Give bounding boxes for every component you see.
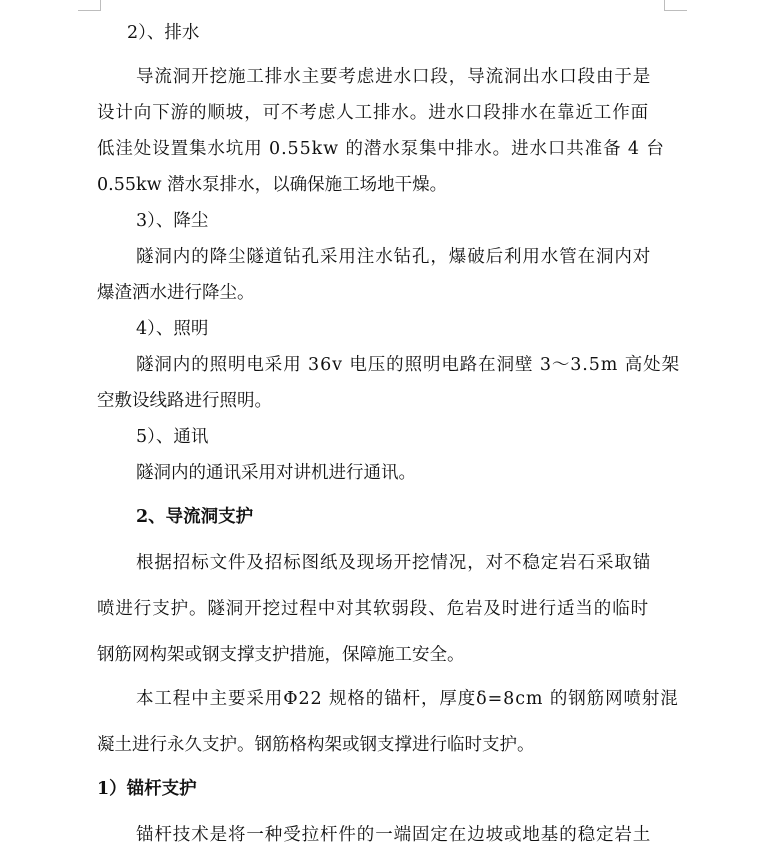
paragraph-line: 喷进行支护。隧洞开挖过程中对其软弱段、危岩及时进行适当的临时 [97, 599, 649, 619]
paragraph-line: 隧洞内的通讯采用对讲机进行通讯。 [136, 463, 416, 483]
heading-communication: 5）、通讯 [136, 427, 209, 447]
paragraph-line: 0.55kw 潜水泵排水，以确保施工场地干燥。 [97, 175, 448, 195]
heading-tunnel-support: 2、导流洞支护 [136, 507, 254, 527]
paragraph-line: 隧洞内的照明电采用 36v 电压的照明电路在洞壁 3～3.5m 高处架 [136, 355, 680, 375]
crop-mark-top-right [664, 0, 687, 11]
heading-dust-control: 3）、降尘 [136, 211, 209, 231]
paragraph-line: 低洼处设置集水坑用 0.55kw 的潜水泵集中排水。进水口共准备 4 台 [97, 139, 665, 159]
heading-anchor-support: 1）锚杆支护 [97, 779, 197, 799]
heading-lighting: 4）、照明 [136, 319, 209, 339]
paragraph-line: 钢筋网构架或钢支撑支护措施，保障施工安全。 [97, 645, 465, 665]
paragraph-line: 导流洞开挖施工排水主要考虑进水口段，导流洞出水口段由于是 [136, 67, 652, 87]
paragraph-line: 隧洞内的降尘隧道钻孔采用注水钻孔，爆破后利用水管在洞内对 [136, 247, 652, 267]
paragraph-line: 锚杆技术是将一种受拉杆件的一端固定在边坡或地基的稳定岩土 [136, 825, 652, 845]
paragraph-line: 根据招标文件及招标图纸及现场开挖情况，对不稳定岩石采取锚 [136, 553, 652, 573]
paragraph-line: 空敷设线路进行照明。 [97, 391, 272, 411]
paragraph-line: 本工程中主要采用Φ22 规格的锚杆，厚度δ=8cm 的钢筋网喷射混 [136, 689, 679, 709]
paragraph-line: 爆渣洒水进行降尘。 [97, 283, 255, 303]
crop-mark-top-left [78, 0, 101, 11]
paragraph-line: 设计向下游的顺坡，可不考虑人工排水。进水口段排水在靠近工作面 [97, 103, 649, 123]
heading-drainage: 2）、排水 [127, 23, 200, 43]
paragraph-line: 凝土进行永久支护。钢筋格构架或钢支撑进行临时支护。 [97, 735, 535, 755]
